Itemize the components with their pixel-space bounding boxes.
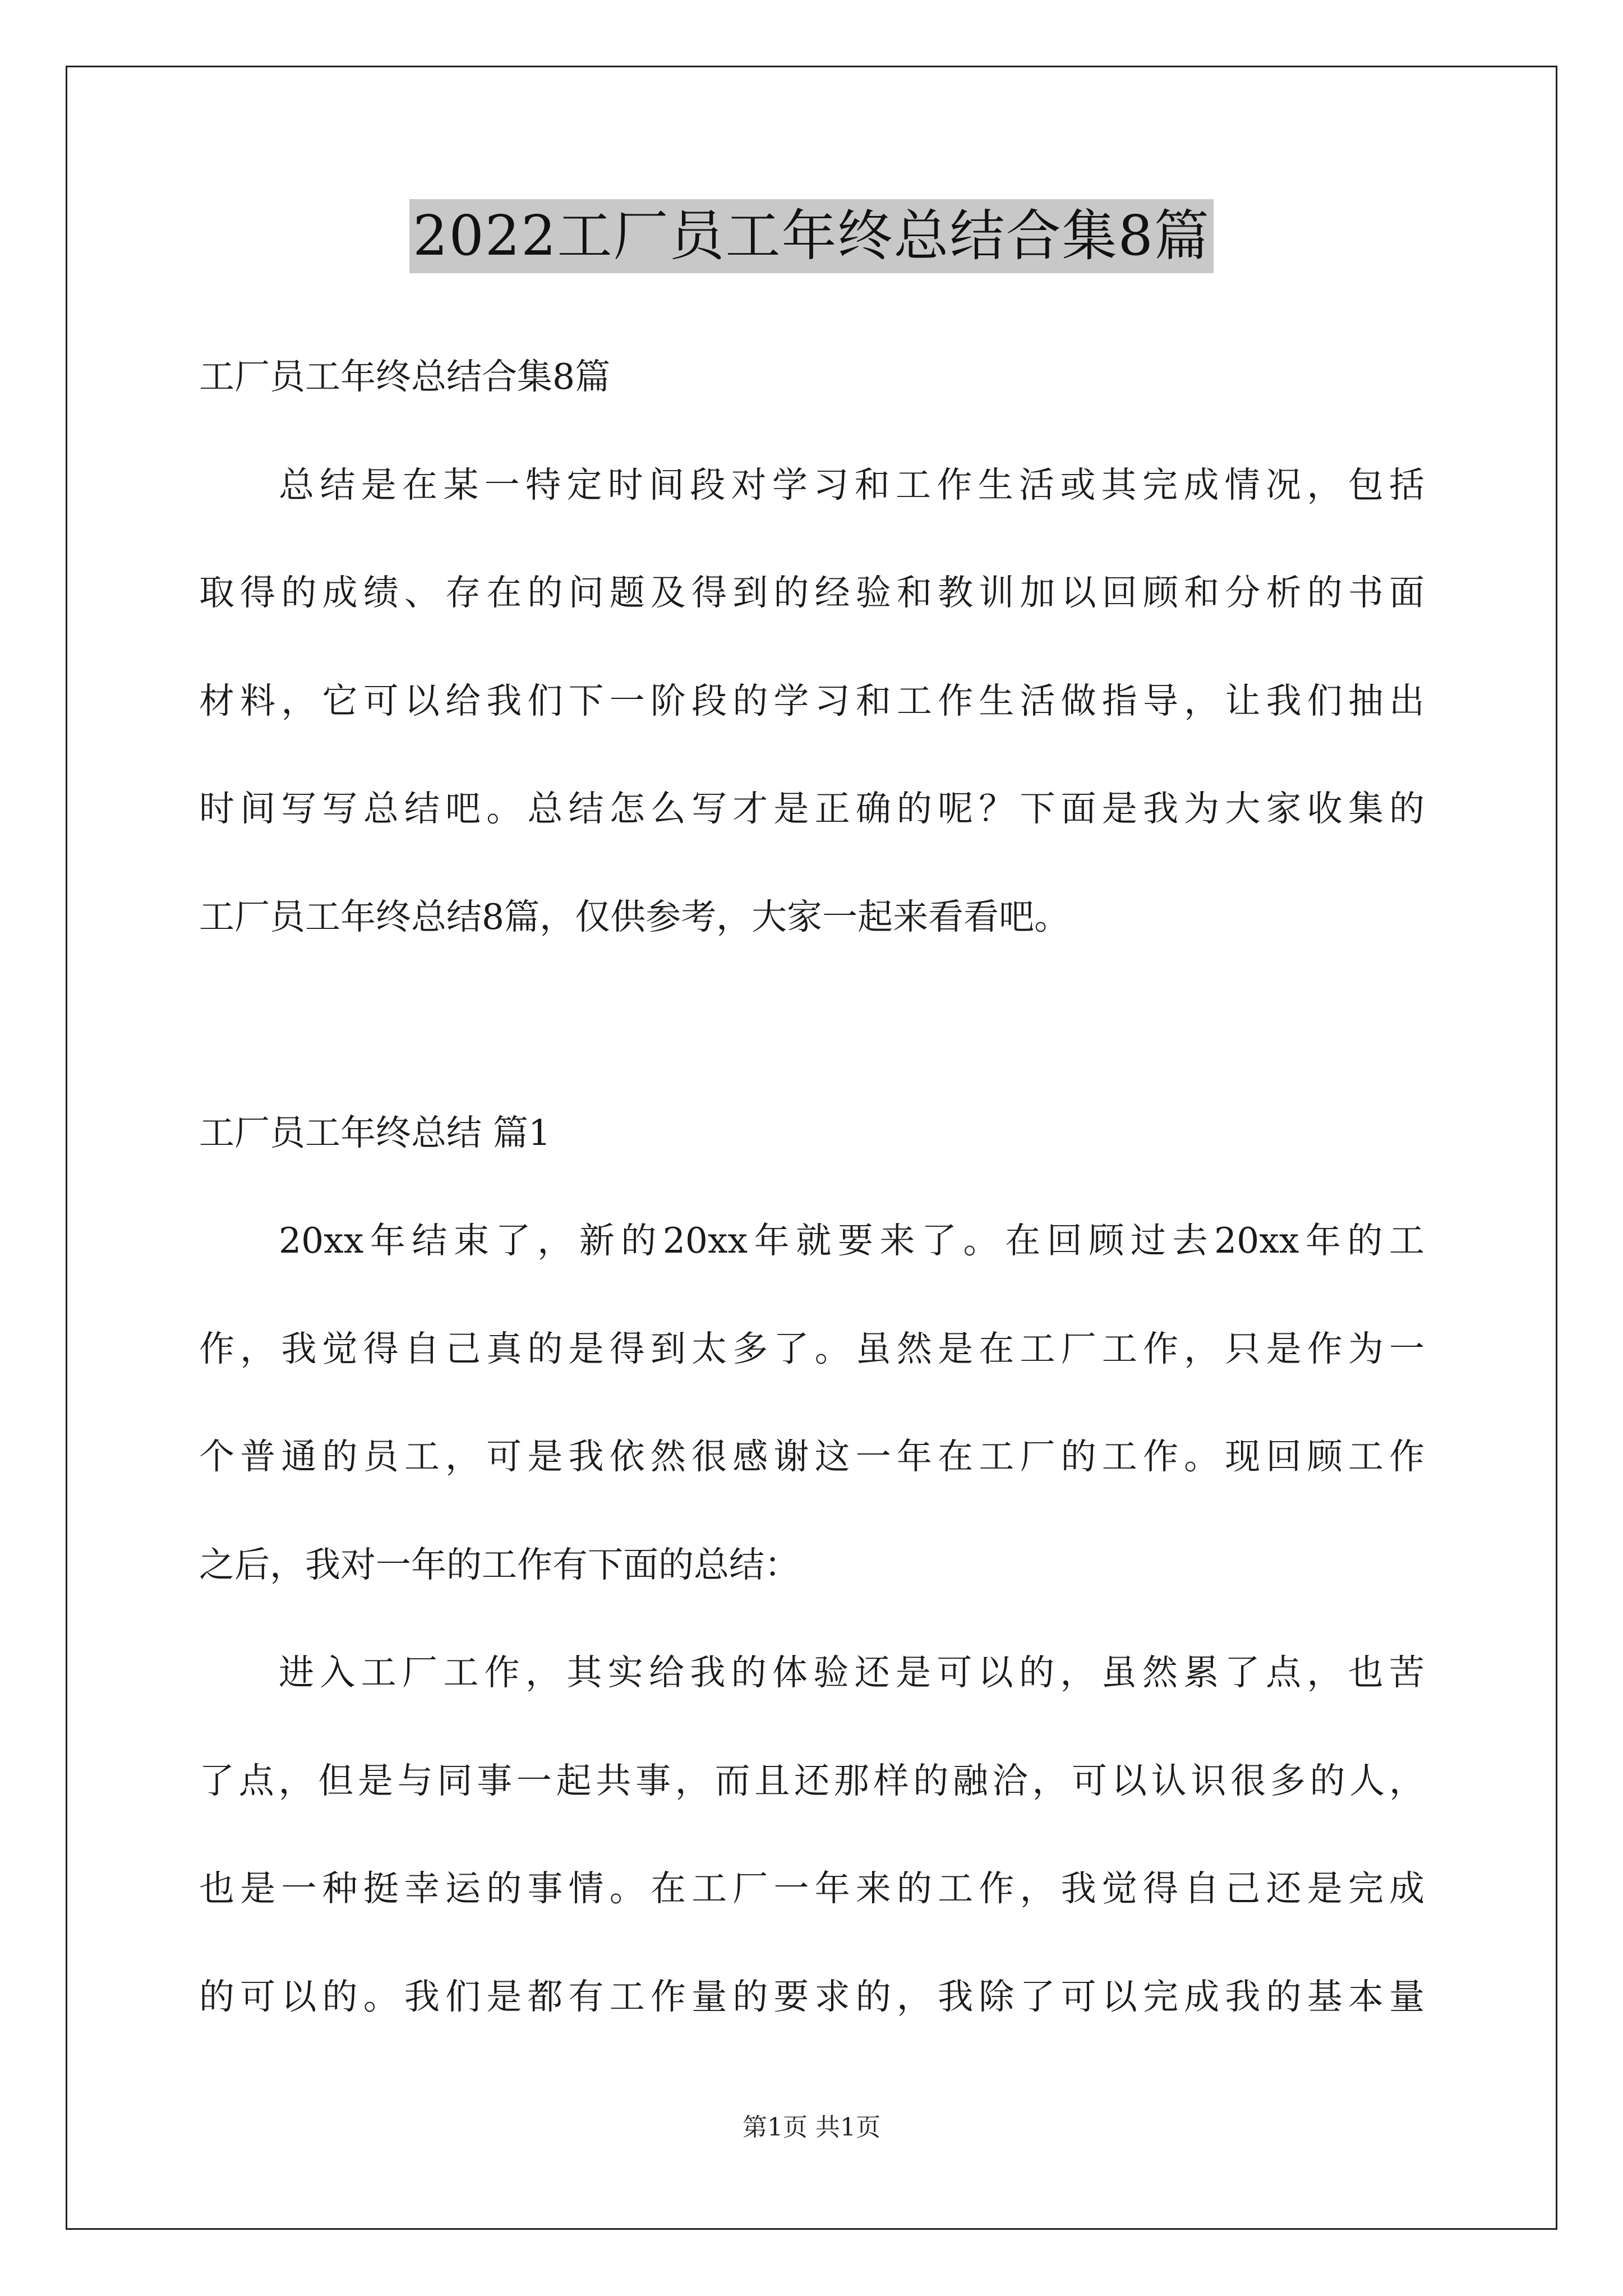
intro-line-3: 材料，它可以给我们下一阶段的学习和工作生活做指导，让我们抽出: [199, 680, 1424, 721]
title-container: [0, 199, 1623, 273]
section-1-heading: 工厂员工年终总结 篇1: [199, 1112, 551, 1153]
section-1-para-1-line-3: 个普通的员工，可是我依然很感谢这一年在工厂的工作。现回顾工作: [199, 1436, 1424, 1477]
section-1-para-1-line-1: 20xx年结束了，新的20xx年就要来了。在回顾过去20xx年的工: [279, 1220, 1424, 1261]
section-1-para-2-line-3: 也是一种挺幸运的事情。在工厂一年来的工作，我觉得自己还是完成: [199, 1868, 1424, 1909]
page-number-footer: 第1页 共1页: [743, 2113, 880, 2142]
section-1-para-2-line-1: 进入工厂工作，其实给我的体验还是可以的，虽然累了点，也苦: [279, 1652, 1424, 1693]
intro-line-4: 时间写写总结吧。总结怎么写才是正确的呢？下面是我为大家收集的: [199, 788, 1424, 829]
page-title: 2022工厂员工年终总结合集8篇: [409, 199, 1214, 273]
section-1-para-2-line-4: 的可以的。我们是都有工作量的要求的，我除了可以完成我的基本量: [199, 1976, 1424, 2017]
section-1-para-1-line-4: 之后，我对一年的工作有下面的总结：: [199, 1544, 800, 1585]
section-1-para-1-line-2: 作，我觉得自己真的是得到太多了。虽然是在工厂工作，只是作为一: [199, 1328, 1424, 1369]
document-subtitle: 工厂员工年终总结合集8篇: [199, 356, 611, 397]
intro-line-2: 取得的成绩、存在的问题及得到的经验和教训加以回顾和分析的书面: [199, 572, 1424, 613]
intro-line-1: 总结是在某一特定时间段对学习和工作生活或其完成情况，包括: [279, 464, 1424, 505]
intro-line-5: 工厂员工年终总结8篇，仅供参考，大家一起来看看吧。: [199, 896, 1070, 937]
section-1-para-2-line-2: 了点，但是与同事一起共事，而且还那样的融洽，可以认识很多的人，: [199, 1760, 1424, 1801]
